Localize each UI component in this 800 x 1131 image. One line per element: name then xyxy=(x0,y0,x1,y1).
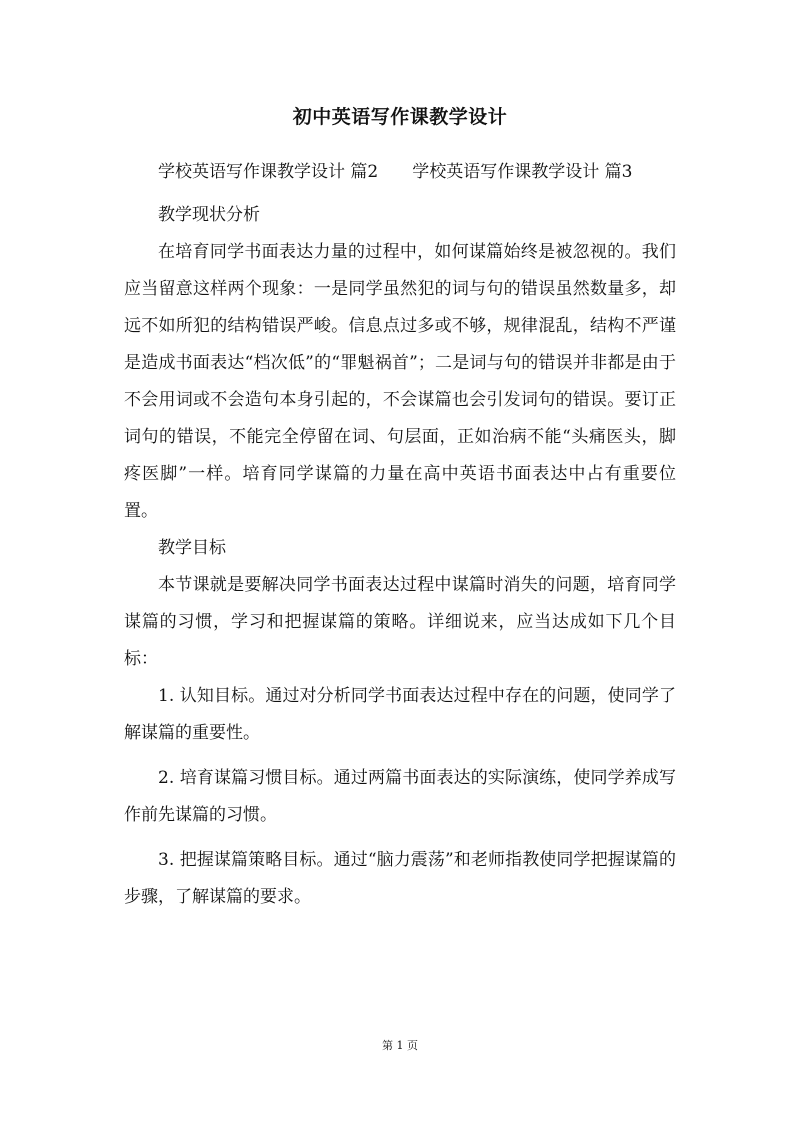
section-heading-status: 教学现状分析 xyxy=(158,205,260,225)
goal-item-2: 2. 培育谋篇习惯目标。通过两篇书面表达的实际演练，使同学养成写作前先谋篇的习惯。 xyxy=(124,768,676,825)
section-heading-goals: 教学目标 xyxy=(158,538,226,558)
goals-intro-paragraph: 本节课就是要解决同学书面表达过程中谋篇时消失的问题，培育同学谋篇的习惯，学习和把握谋篇的策略。详细说来，应当达成如下几个目标： xyxy=(124,575,676,669)
page-number: 第 1 页 xyxy=(382,1039,418,1052)
intro-paragraph: 学校英语写作课教学设计 篇2 学校英语写作课教学设计 篇3 xyxy=(158,162,633,182)
document-title: 初中英语写作课教学设计 xyxy=(292,106,508,128)
goal-item-1: 1. 认知目标。通过对分析同学书面表达过程中存在的问题，使同学了解谋篇的重要性。 xyxy=(124,686,676,743)
status-analysis-paragraph: 在培育同学书面表达力量的过程中，如何谋篇始终是被忽视的。我们应当留意这样两个现象：一是同学虽然犯的词与句的错误虽然数量多，却远不如所犯的结构错误严峻。信息点过多或不够，规律混乱，结构不严谨是造成书面表达“档次低”的“罪魁祸首”；二是词与句的错误并非都是由于不会用词或不会造句本身引起的，不会谋篇也会引发词句的错误。要订正词句的错误，不能完全停留在词、句层面，正如治病不能“头痛医头，脚疼医脚”一样。培育同学谋篇的力量在高中英语书面表达中占有重要位置。 xyxy=(124,242,676,521)
goal-item-3: 3. 把握谋篇策略目标。通过“脑力震荡”和老师指教使同学把握谋篇的步骤，了解谋篇的要求。 xyxy=(124,850,676,907)
document-body xyxy=(124,102,676,916)
